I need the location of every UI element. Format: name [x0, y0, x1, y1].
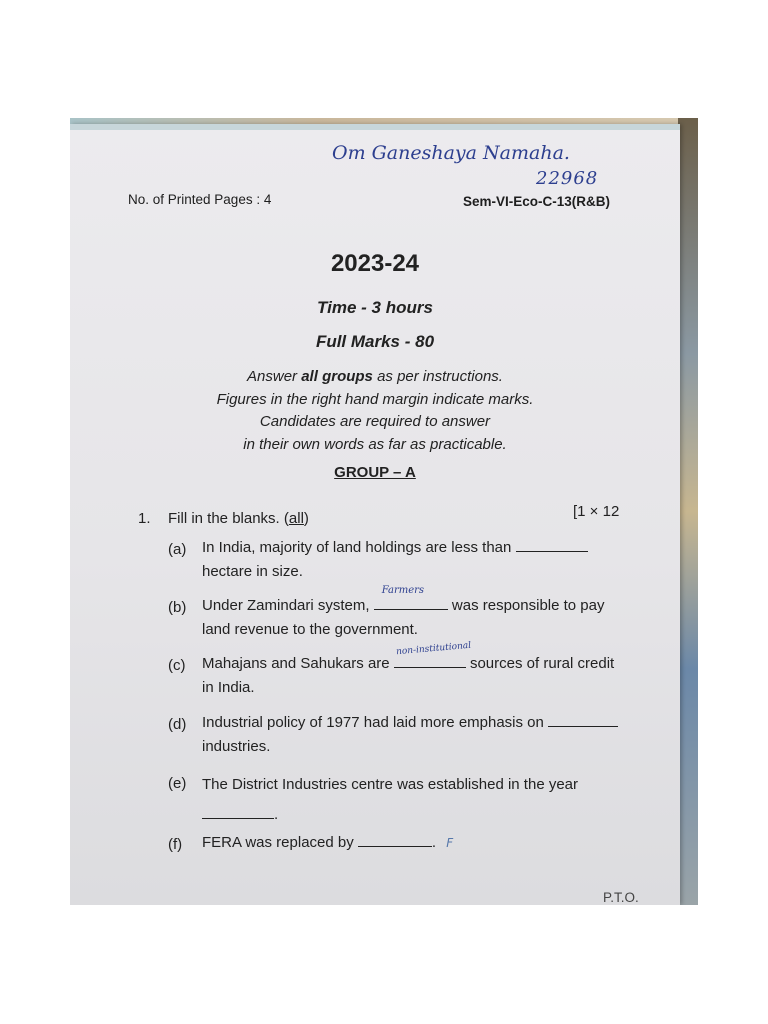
item-b-handwritten-answer: Farmers [381, 585, 425, 596]
item-e-blank [202, 804, 274, 819]
item-d-label: (d) [168, 716, 187, 733]
printed-pages: No. of Printed Pages : 4 [128, 192, 272, 207]
item-c-handwritten-answer: non-institutional [395, 640, 472, 658]
item-f-label: (f) [168, 836, 183, 853]
question-number: 1. [138, 510, 151, 527]
pto-label: P.T.O. [603, 890, 639, 905]
handwritten-roll-number: 22968 [536, 168, 599, 189]
item-a-blank [516, 537, 588, 552]
item-c-label: (c) [168, 657, 186, 674]
paper-code: Sem-VI-Eco-C-13(R&B) [463, 194, 611, 209]
item-a-label: (a) [168, 541, 187, 558]
item-a: In India, majority of land holdings are less than hectare in size. [202, 536, 642, 584]
exam-paper [70, 124, 680, 905]
background-book-strip [678, 118, 698, 905]
instructions [70, 366, 680, 456]
item-c-blank [394, 640, 472, 668]
top-edge-slip [70, 124, 680, 130]
instruction-line-3: Candidates are required to answer [259, 413, 491, 430]
item-b: Under Zamindari system, Farmers was responsible to pay land revenue to the government. [202, 594, 662, 642]
item-f-blank [358, 832, 432, 847]
question-marks: [1 × 12 [573, 503, 620, 520]
handwritten-invocation: Om Ganeshaya Namaha. [332, 142, 570, 164]
item-d: Industrial policy of 1977 had laid more emphasis on industries. [202, 711, 672, 759]
instruction-line-2: Figures in the right hand margin indicate marks. [216, 390, 534, 408]
item-e: The District Industries centre was established in the year . [202, 776, 579, 823]
item-c: Mahajans and Sahukars are non-institutional sources of rural credit in India. [202, 652, 672, 700]
exam-time: Time - 3 hours [317, 298, 433, 317]
item-d-blank [548, 712, 618, 727]
full-marks: Full Marks - 80 [315, 332, 435, 351]
item-b-label: (b) [168, 599, 187, 616]
question-prompt: Fill in the blanks. (all) [168, 510, 309, 527]
item-e-label: (e) [168, 775, 187, 792]
instruction-line-4: in their own words as far as practicable. [243, 435, 507, 453]
item-f-pencil-mark: F [446, 836, 454, 850]
exam-year: 2023-24 [330, 250, 420, 277]
instruction-line-1: Answer all groups as per instructions. [247, 368, 503, 385]
photo-scene [70, 118, 698, 905]
group-heading: GROUP – A [334, 464, 416, 481]
item-b-blank [374, 585, 448, 610]
item-f: FERA was replaced by . F [202, 834, 454, 851]
